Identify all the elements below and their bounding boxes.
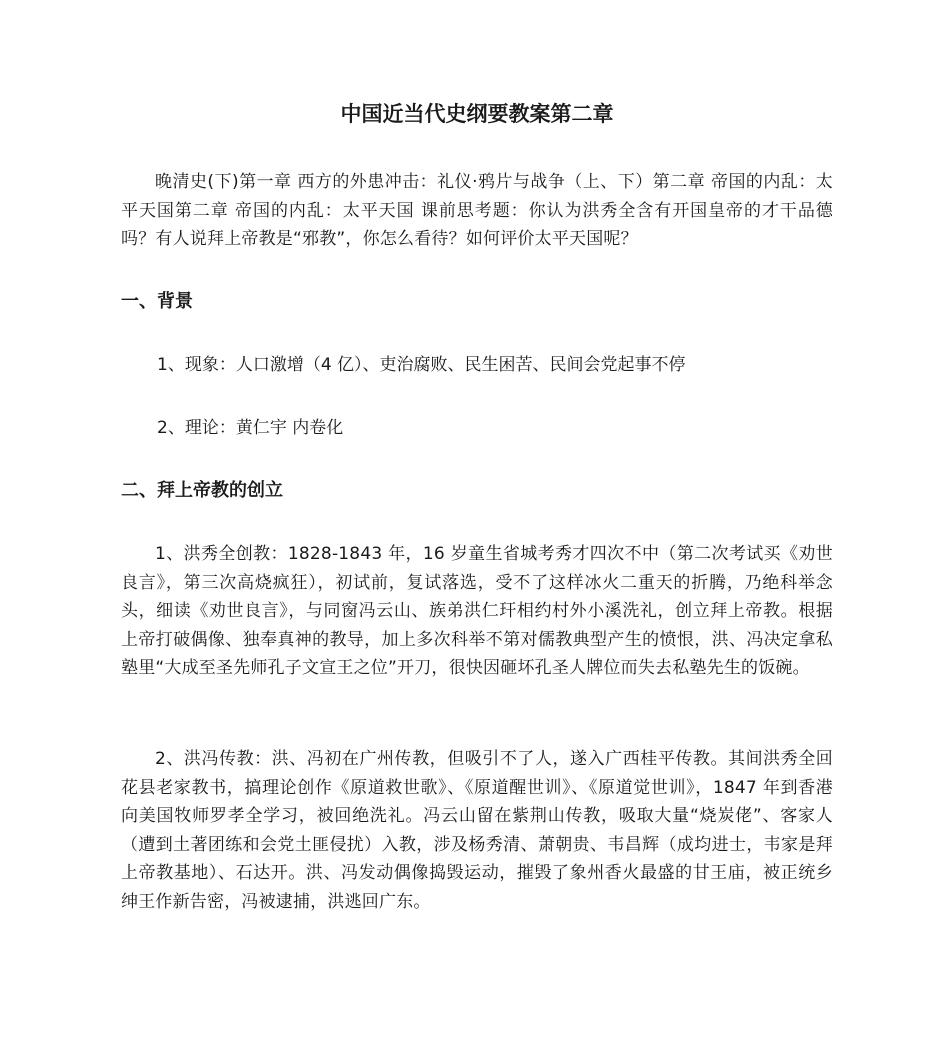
document-title: 中国近当代史纲要教案第二章 xyxy=(340,102,614,126)
section-heading-founding: 二、拜上帝教的创立 xyxy=(121,480,283,501)
founding-paragraph-2: 2、洪冯传教：洪、冯初在广州传教，但吸引不了人，遂入广西桂平传教。其间洪秀全回花县老家教书，搞理论创作《原道救世歌》、《原道醒世训》、《原道觉世训》，1847 年到香港向美国牧师罗孝全学习，被回绝洗礼。冯云山留在紫荆山传教，吸取大量“烧炭佬”、客家人（遭到土著团练和会党土匪侵扰）入教，涉及杨秀清、萧朝贵、韦昌辉（成均进士，韦家是拜上帝教基地）、石达开。洪、冯发动偶像捣毁运动，摧毁了象州香火最盛的甘王庙，被正统乡绅王作新告密，冯被逮捕，洪逃回广东。 xyxy=(121,749,833,912)
background-item-phenomenon: 1、现象：人口激增（4 亿）、吏治腐败、民生困苦、民间会党起事不停 xyxy=(157,355,686,375)
intro-paragraph: 晚清史(下)第一章 西方的外患冲击：礼仪·鸦片与战争（上、下）第二章 帝国的内乱：太平天国第二章 帝国的内乱：太平天国 课前思考题：你认为洪秀全含有开国皇帝的才干品德吗？有人说拜上帝教是“邪教”，你怎么看待？如何评价太平天国呢？ xyxy=(121,172,833,249)
section-heading-background: 一、背景 xyxy=(121,291,193,312)
founding-paragraph-1: 1、洪秀全创教：1828-1843 年，16 岁童生省城考秀才四次不中（第二次考试买《劝世良言》，第三次高烧疯狂），初试前，复试落选，受不了这样冰火二重天的折腾，乃绝科举念头，细读《劝世良言》，与同窗冯云山、族弟洪仁玕相约村外小溪洗礼，创立拜上帝教。根据上帝打破偶像、独奉真神的教导，加上多次科举不第对儒教典型产生的愤恨，洪、冯决定拿私塾里“大成至圣先师孔子文宣王之位”开刀，很快因砸坏孔圣人牌位而失去私塾先生的饭碗。 xyxy=(121,544,833,678)
background-item-theory: 2、理论：黄仁宇 内卷化 xyxy=(157,418,344,438)
